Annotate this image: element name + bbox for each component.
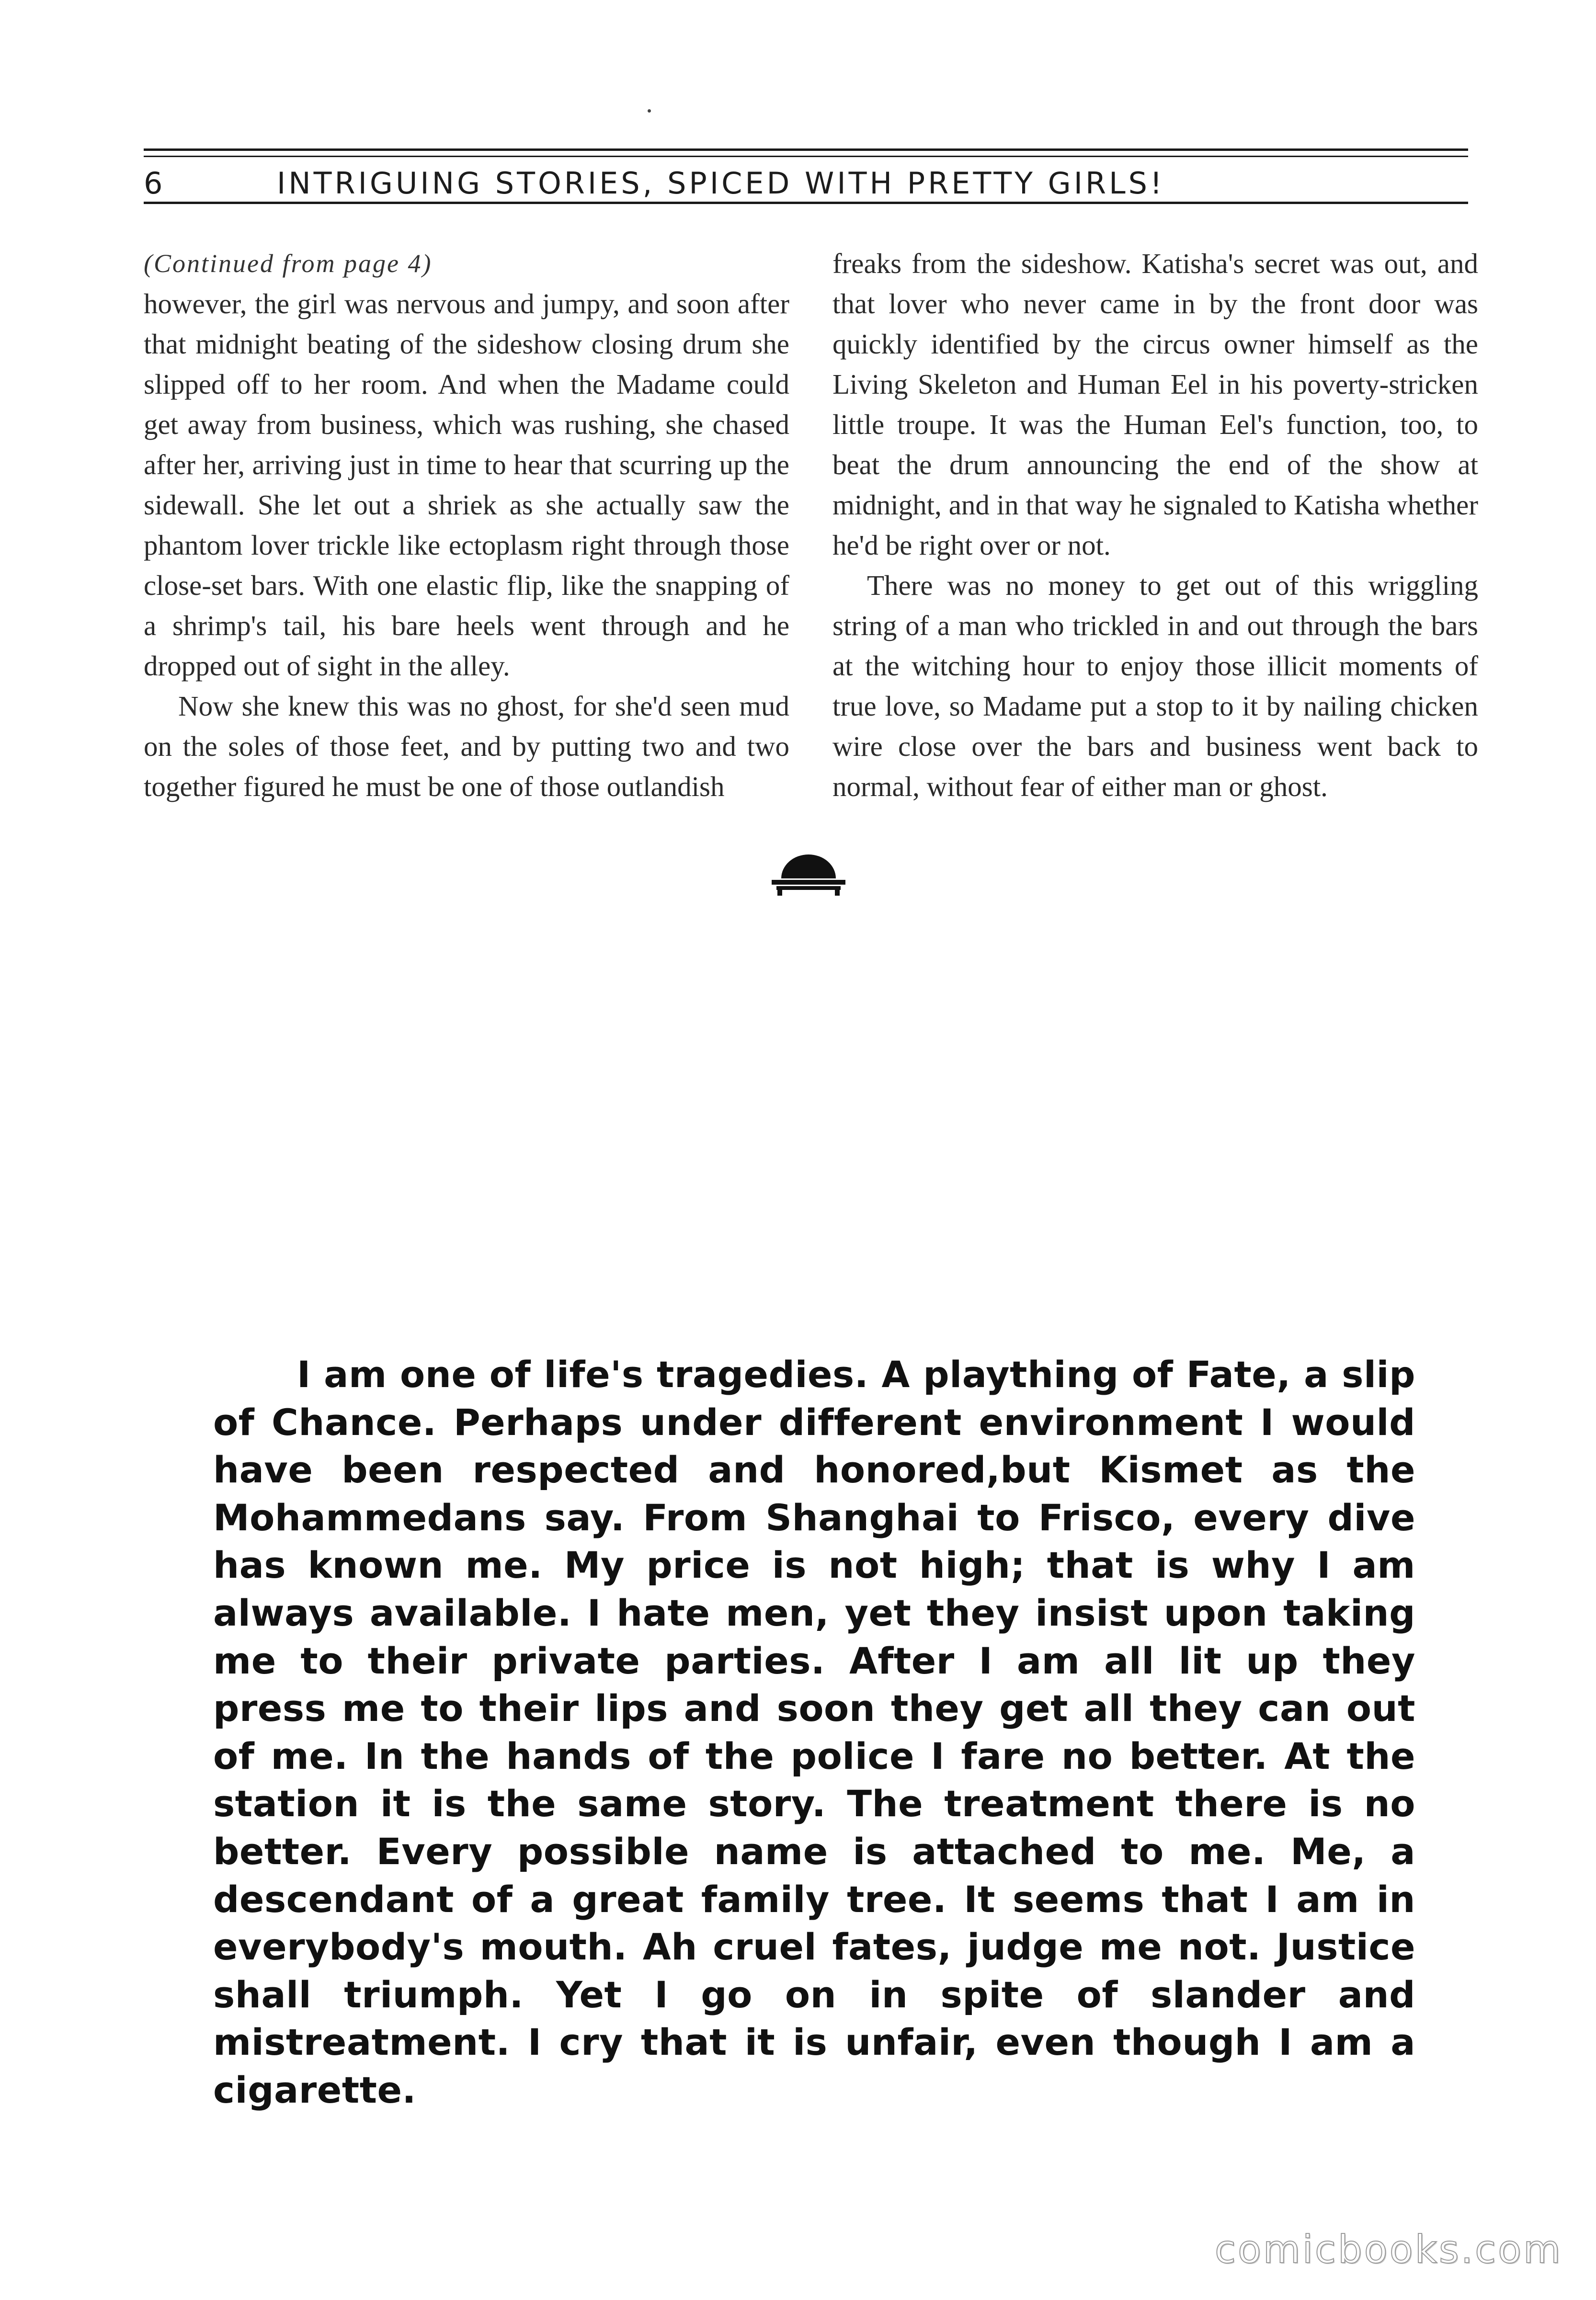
right-paragraph-2: There was no money to get out of this wriggling string of a man who trickled in and out through the bars at the witching hour to enjoy those illicit moments of true love, so Madame put a stop to it by nailing chicken wire close over the bars and business went back to normal, without fear of either man or ghost. [832, 569, 1478, 802]
continued-note: (Continued from page 4) [144, 249, 433, 278]
header-rule-bottom [144, 202, 1468, 204]
running-header [144, 161, 1468, 199]
ink-speck [648, 109, 651, 113]
dome-ornament-icon [768, 854, 849, 896]
left-column [144, 243, 789, 807]
left-paragraph-1: however, the girl was nervous and jumpy, and soon after that midnight beating of the sideshow closing drum she slipped off to her room. And when the Madame could get away from business, which was rushing, she chased after her, arriving just in time to hear that scurring up the sidewall. She let out a shriek as she actually saw the phantom lover trickle like ectoplasm right through those close-set bars. With one elastic flip, like the snapping of a shrimp's tail, his bare heels went through and he dropped out of sight in the alley. [144, 288, 789, 682]
header-rule-top [144, 148, 1468, 151]
right-paragraph-1: freaks from the sideshow. Katisha's secret was out, and that lover who never came in by the front door was quickly identified by the circus owner himself as the Living Skeleton and Human Eel in his poverty-stricken little troupe. It was the Human Eel's function, too, to beat the drum announcing the end of the show at midnight, and in that way he signaled to Katisha whether he'd be right over or not. [832, 248, 1478, 561]
left-paragraph-2: Now she knew this was no ghost, for she'd seen mud on the soles of those feet, and by putting two and two together figured he must be one of those outlandish [144, 690, 789, 802]
site-watermark: comicbooks.com [1214, 2227, 1562, 2272]
header-rule-top-thin [144, 156, 1468, 157]
right-column [832, 243, 1478, 807]
running-title: INTRIGUING STORIES, SPICED WITH PRETTY GIRLS! [277, 166, 1165, 201]
page-number: 6 [144, 166, 166, 201]
cigarette-story: I am one of life's tragedies. A plaything of Fate, a slip of Chance. Perhaps under different environment I would have been respected and honored,but Kismet as the Mohammedans say. From Shanghai to Frisco, every dive has known me. My price is not high; that is why I am always available. I hate men, yet they insist upon taking me to their private parties. After I am all lit up they press me to their lips and soon they get all they can out of me. In the hands of the police I fare no better. At the station it is the same story. The treatment there is no better. Every possible name is attached to me. Me, a descendant of a great family tree. It seems that I am in everybody's mouth. Ah cruel fates, judge me not. Justice shall triumph. Yet I go on in spite of slander and mistreatment. I cry that it is unfair, even though I am a cigarette. [213, 1353, 1415, 2111]
